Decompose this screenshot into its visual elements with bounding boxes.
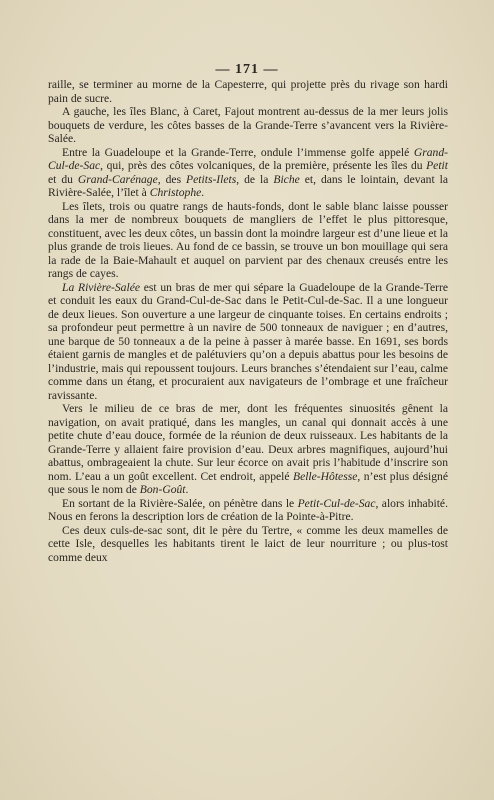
- paragraph: [48, 281, 448, 403]
- paragraph: [48, 497, 448, 524]
- paragraph: [48, 105, 448, 146]
- text-run: est un bras de mer qui sépare la Guadeloupe de la Grande-Terre et conduit les eaux du Grand-Cul-de-Sac dans le Petit-Cul-de-Sac. Il a une longueur de deux lieues. Son ouverture a une largeur de cinquante toises. En certains endroits ; sa profondeur peut permettre à un navire de 500 tonneaux de naviguer ; en d’autres, une barque de 50 tonneaux a de la peine à passer à marée basse. En 1691, ses bords étaient garnis de mangles et de palétuviers qu’on a depuis abattus pour les besoins de l’industrie, mais qui repoussent toujours. Leurs branches s’étendaient sur l’eau, calme comme dans un étang, et procuraient aux navigateurs de l’ombrage et une fraîcheur ravissante.: [48, 280, 448, 402]
- paragraph: [48, 78, 448, 105]
- italic-text: La Rivière-Salée: [62, 280, 140, 294]
- text-run: , alors inhabité. Nous en ferons la description lors de création de la Pointe-à-Pitre.: [48, 496, 448, 523]
- text-run: , des: [157, 172, 187, 186]
- page-number: — 171 —: [215, 62, 279, 77]
- italic-text: Grand-Carénage: [77, 172, 158, 186]
- text-run: En sortant de la Rivière-Salée, on pénètre dans le: [62, 496, 298, 510]
- body-text: [48, 78, 448, 564]
- paragraph: [48, 146, 448, 200]
- text-run: et, dans le lointain, devant la Rivière-Salée, l’îlet à: [48, 172, 449, 199]
- text-run: .: [201, 186, 205, 199]
- paragraph: [48, 402, 448, 497]
- italic-text: Petit: [426, 159, 448, 172]
- text-run: .: [185, 483, 189, 496]
- text-run: , de la: [236, 172, 274, 186]
- italic-text: Grand-Cul-de-Sac: [48, 145, 448, 172]
- text-run: raille, se terminer au morne de la Capesterre, qui projette près du rivage son hardi pain de sucre.: [48, 78, 448, 105]
- text-run: A gauche, les îles Blanc, à Caret, Fajout montrent au-dessus de la mer leurs jolis bouquets de verdure, les côtes basses de la Grande-Terre s’avancent vers la Rivière-Salée.: [48, 105, 448, 145]
- italic-text: Biche: [273, 172, 300, 186]
- text-run: Ces deux culs-de-sac sont, dit le père du Tertre, « comme les deux mamelles de cette Isle, desquelles les habitants tirent le laict de leur nourriture ; ou plus-tost comme deux: [48, 523, 448, 564]
- italic-text: Petit-Cul-de-Sac: [297, 496, 376, 510]
- italic-text: Christophe: [149, 186, 202, 199]
- paragraph: [48, 200, 448, 281]
- italic-text: Belle-Hôtesse: [292, 469, 358, 483]
- text-run: et du: [48, 172, 78, 186]
- italic-text: Bon-Goût: [139, 483, 186, 496]
- text-run: , n’est plus désigné que sous le nom de: [48, 469, 448, 496]
- text-run: , qui, près des côtes volcaniques, de la première, présente les îles du: [100, 159, 427, 172]
- text-run: Vers le milieu de ce bras de mer, dont les fréquentes sinuosités gênent la navigation, on avait pratiqué, dans les mangles, un canal qui donnait accès à une petite chute d’eau douce, formée de la réunion de deux ruisseaux. Les habitants de la Grande-Terre y allaient faire provision d’eau. Deux arbres magnifiques, aujourd’hui abattus, ombrageaient la chute. Sur leur écorce on avait pris l’habitude d’inscrire son nom. L’eau a un goût excellent. Cet endroit, appelé: [48, 402, 448, 483]
- text-run: Les îlets, trois ou quatre rangs de hauts-fonds, dont le sable blanc laisse pousser dans la mer de nombreux bouquets de mangliers de l’effet le plus pittoresque, constituent, avec les deux côtes, un bassin dont la moindre largeur est d’une lieue et la plus grande de trois lieues. Au fond de ce bassin, se trouve un bon mouillage qui sera la rade de la Baie-Mahault et auquel on parvient par des chenaux creusés entre les rangs de cayes.: [48, 199, 448, 280]
- text-run: Entre la Guadeloupe et la Grande-Terre, ondule l’immense golfe appelé: [62, 145, 414, 159]
- paragraph: [48, 524, 448, 565]
- italic-text: Petits-Ilets: [186, 172, 237, 186]
